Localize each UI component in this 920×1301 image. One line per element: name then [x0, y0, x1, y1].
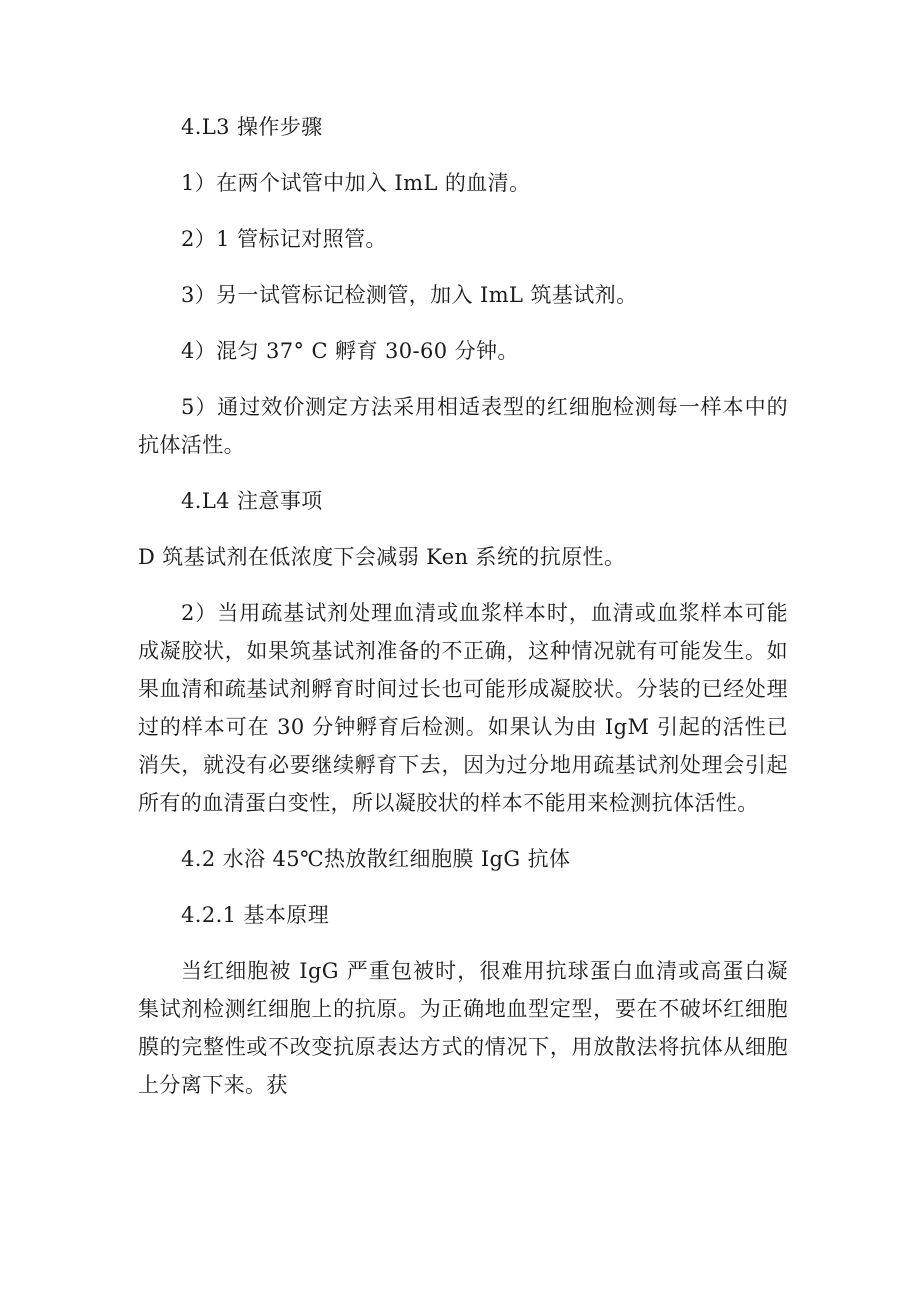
- step-item-5: 5）通过效价测定方法采用相适表型的红细胞检测每一样本中的抗体活性。: [138, 395, 788, 457]
- note-item-2: 2）当用疏基试剂处理血清或血浆样本时，血清或血浆样本可能成凝胶状，如果筑基试剂准备的不正确，这种情况就有可能发生。如果血清和疏基试剂孵育时间过长也可能形成凝胶状。分装的已经处理过的样本可在 30 分钟孵育后检测。如果认为由 IgM 引起的活性已消失，就没有必要继续孵育下去，因为过分地用疏基试剂处理会引起所有的血清蛋白变性，所以凝胶状的样本不能用来检测抗体活性。: [138, 601, 788, 815]
- section-heading-4-1-3: 4.L3 操作步骤: [181, 115, 323, 139]
- section-heading-4-2-1: 4.2.1 基本原理: [181, 903, 330, 927]
- step-item-2: 2）1 管标记对照管。: [181, 227, 387, 251]
- note-item-1: D 筑基试剂在低浓度下会减弱 Ken 系统的抗原性。: [138, 545, 626, 569]
- section-heading-4-2: 4.2 水浴 45℃热放散红细胞膜 IgG 抗体: [181, 847, 571, 871]
- document-page: [138, 108, 788, 1104]
- section-heading-4-1-4: 4.L4 注意事项: [181, 489, 323, 513]
- step-item-4: 4）混匀 37° C 孵育 30-60 分钟。: [181, 339, 519, 363]
- principle-paragraph: 当红细胞被 IgG 严重包被时，很难用抗球蛋白血清或高蛋白凝集试剂检测红细胞上的抗原。为正确地血型定型，要在不破坏红细胞膜的完整性或不改变抗原表达方式的情况下，用放散法将抗体从细胞上分离下来。获: [138, 959, 788, 1097]
- step-item-3: 3）另一试管标记检测管，加入 ImL 筑基试剂。: [181, 283, 638, 307]
- step-item-1: 1）在两个试管中加入 ImL 的血清。: [181, 171, 531, 195]
